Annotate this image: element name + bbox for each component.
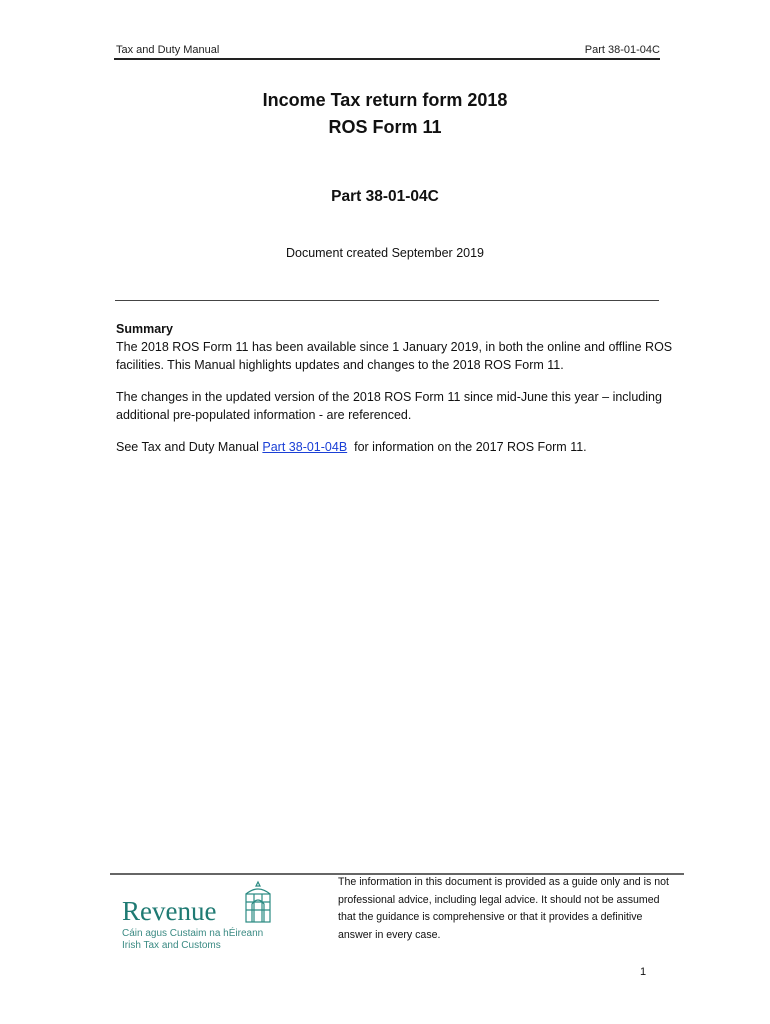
divider (115, 300, 659, 301)
summary-paragraph-2: The changes in the updated version of the 2018 ROS Form 11 since mid-June this year – including additional pre-populated information - are referenced. (116, 390, 662, 422)
header-divider (114, 58, 660, 60)
logo-irish-text: Cáin agus Custaim na hÉireann (122, 928, 264, 939)
text: for information on the 2017 ROS Form 11. (347, 440, 587, 454)
text: See Tax and Duty Manual (116, 440, 263, 454)
created-date: Document created September 2019 (285, 246, 485, 260)
harp-crest-icon (242, 880, 274, 924)
logo-english-text: Irish Tax and Customs (122, 940, 221, 951)
summary-paragraph-1: The 2018 ROS Form 11 has been available since 1 January 2019, in both the online and offline ROS facilities. This Manual highlights updates and changes to the 2018 ROS Form 11. (116, 340, 673, 372)
summary-paragraph-3 (116, 438, 716, 456)
header-left: Tax and Duty Manual (116, 44, 220, 56)
header-right: Part 38-01-04C (584, 44, 660, 56)
document-subtitle: ROS Form 11 (328, 117, 442, 137)
part-38-01-04b-link[interactable]: Part 38-01-04B (262, 440, 348, 454)
summary-section (116, 320, 716, 470)
disclaimer: The information in this document is provided as a guide only and is not professional advice, including legal advice. It should not be assumed that the guidance is comprehensive or that it provides a definitive answer in every case. (338, 876, 669, 941)
logo-word: Revenue (122, 896, 217, 926)
page-number: 1 (640, 966, 647, 978)
summary-heading: Summary (116, 322, 173, 336)
document-part: Part 38-01-04C (331, 188, 439, 205)
document-title: Income Tax return form 2018 (262, 90, 508, 110)
